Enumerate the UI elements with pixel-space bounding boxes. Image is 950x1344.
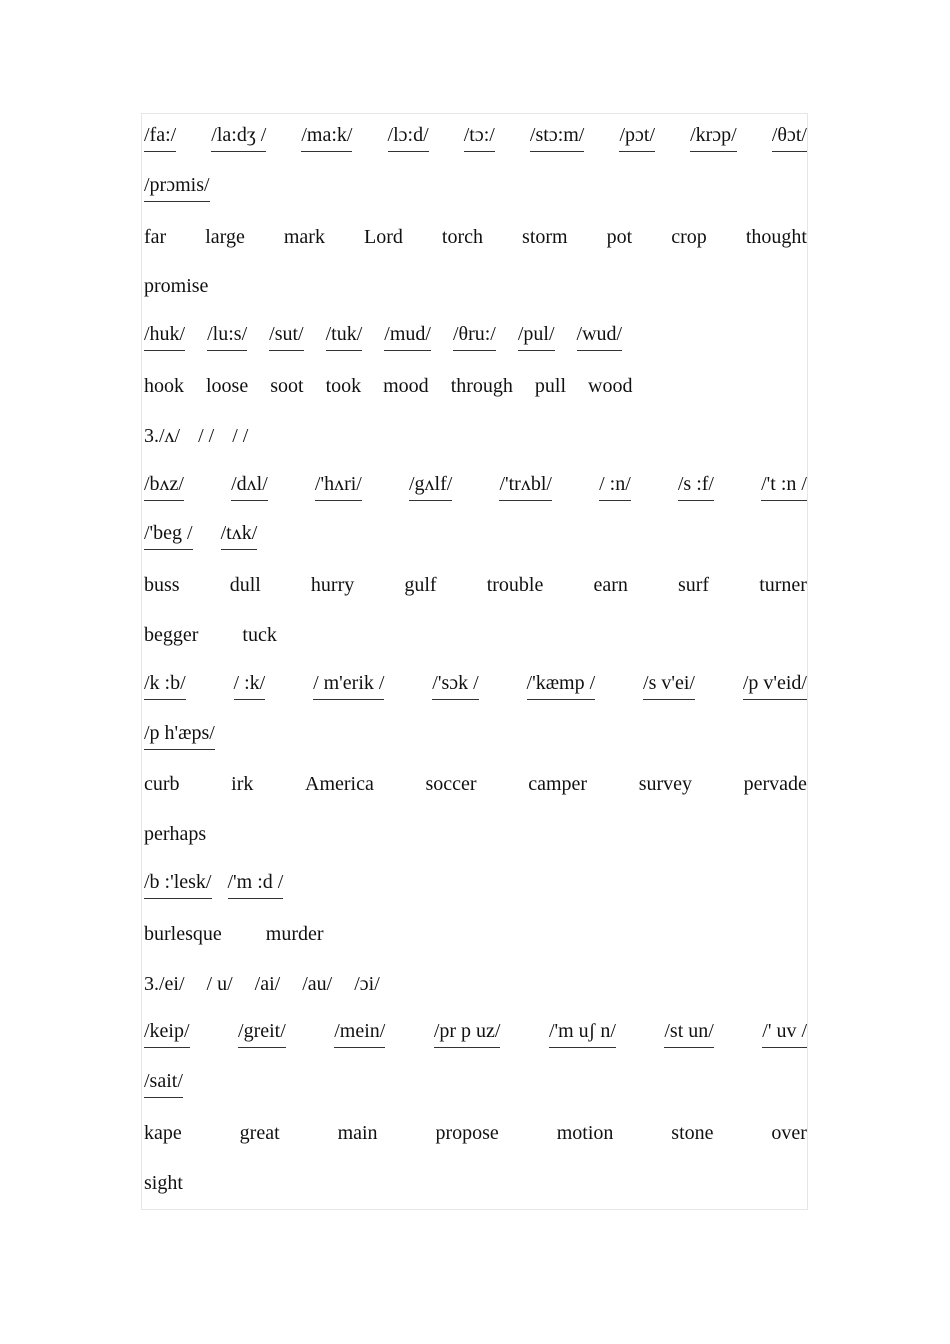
word: murder — [265, 922, 324, 945]
phonetic-transcription: /prɔmis/ — [144, 172, 210, 202]
phonetic-transcription: /sut/ — [269, 321, 303, 351]
word-line — [144, 1118, 807, 1148]
heading-line — [144, 969, 807, 999]
word: buss — [144, 574, 180, 597]
word: loose — [206, 375, 249, 397]
section-heading: / u/ — [206, 972, 233, 995]
word: soccer — [425, 773, 477, 796]
word: Lord — [364, 225, 403, 248]
word: large — [205, 225, 245, 248]
word: storm — [522, 225, 568, 248]
word: great — [239, 1122, 280, 1144]
word: irk — [231, 773, 254, 796]
phonetic-transcription: /'m uʃ n/ — [549, 1018, 616, 1048]
word: turner — [759, 574, 807, 597]
word: kape — [144, 1122, 182, 1144]
phonetic-transcription: / :n/ — [599, 471, 631, 501]
phonetic-transcription: /wud/ — [577, 321, 623, 351]
phonetic-transcription: /dʌl/ — [231, 471, 268, 501]
section-heading: /ai/ — [254, 972, 281, 995]
phonetic-transcription: /'t :n / — [761, 471, 807, 501]
phonetic-transcription: /θru:/ — [453, 321, 496, 351]
word: surf — [677, 574, 710, 597]
ipa-line — [144, 869, 807, 899]
phonetic-transcription: /p h'æps/ — [144, 720, 215, 750]
phonetic-transcription: /tʌk/ — [221, 520, 258, 550]
phonetic-transcription: /s :f/ — [678, 471, 714, 501]
word: propose — [435, 1122, 499, 1144]
phonetic-transcription: /lɔ:d/ — [388, 122, 429, 152]
ipa-line — [144, 172, 807, 202]
word: took — [325, 375, 362, 397]
phonetic-transcription: /θɔt/ — [772, 122, 807, 152]
phonetic-transcription: /'kæmp / — [527, 670, 596, 700]
phonetic-transcription: / :k/ — [234, 670, 266, 700]
word: motion — [556, 1122, 614, 1144]
word: crop — [671, 225, 707, 248]
word: pervade — [743, 773, 807, 796]
ipa-line — [144, 1068, 807, 1098]
phonetic-transcription: /tuk/ — [326, 321, 363, 351]
word: torch — [441, 225, 484, 248]
phonetic-transcription: /keip/ — [144, 1018, 190, 1048]
word: pot — [606, 225, 633, 248]
phonetic-transcription: /mein/ — [334, 1018, 385, 1048]
word-line — [144, 769, 807, 799]
phonetic-transcription: /st un/ — [664, 1018, 713, 1048]
phonetic-transcription: /mud/ — [384, 321, 431, 351]
word: mark — [283, 225, 325, 248]
phonetic-transcription: /greit/ — [238, 1018, 286, 1048]
phonetic-transcription: /'sɔk / — [432, 670, 478, 700]
phonetic-transcription: /gʌlf/ — [409, 471, 452, 501]
phonetic-transcription: /bʌz/ — [144, 471, 184, 501]
ipa-line — [144, 720, 807, 750]
section-heading: / / — [198, 424, 215, 447]
word: earn — [593, 574, 628, 597]
ipa-line — [144, 471, 807, 501]
word: over — [771, 1122, 807, 1144]
word: pull — [534, 375, 567, 397]
ipa-line — [144, 321, 807, 351]
phonetic-transcription: /'beg / — [144, 520, 193, 550]
word: dull — [229, 574, 261, 597]
ipa-line — [144, 122, 807, 152]
word: sight — [144, 1171, 183, 1194]
phonetic-transcription: /k :b/ — [144, 670, 186, 700]
phonetic-transcription: /sait/ — [144, 1068, 183, 1098]
section-heading: /ɔi/ — [354, 972, 380, 995]
phonetic-transcription: /krɔp/ — [690, 122, 737, 152]
phonetic-transcription: /'m :d / — [228, 869, 284, 899]
ipa-line — [144, 670, 807, 700]
phonetic-transcription: /pɔt/ — [619, 122, 655, 152]
heading-line — [144, 421, 807, 451]
word: curb — [144, 773, 180, 796]
word: soot — [270, 375, 304, 397]
phonetic-transcription: /huk/ — [144, 321, 185, 351]
word: far — [144, 225, 167, 248]
word: wood — [588, 375, 633, 397]
word-line — [144, 222, 807, 252]
phonetic-transcription: /la:dʒ / — [211, 122, 266, 152]
word: hook — [144, 375, 184, 397]
word: survey — [638, 773, 693, 796]
section-heading: 3./ei/ — [144, 972, 185, 995]
word: through — [450, 375, 513, 397]
word-line — [144, 371, 807, 401]
word: hurry — [310, 574, 355, 597]
word-line — [144, 819, 807, 849]
word-line — [144, 919, 807, 949]
word: America — [305, 773, 374, 796]
word-line — [144, 620, 807, 650]
word: tuck — [242, 624, 277, 646]
word: begger — [144, 624, 199, 646]
word-line — [144, 570, 807, 600]
phonetic-transcription: / m'erik / — [313, 670, 384, 700]
phonetic-transcription: /b :'lesk/ — [144, 869, 212, 899]
word-line — [144, 1168, 807, 1198]
word: camper — [528, 773, 588, 796]
section-heading: / / — [232, 424, 249, 447]
phonetic-transcription: /pr p uz/ — [434, 1018, 501, 1048]
ipa-line — [144, 520, 807, 550]
phonetic-transcription: /fa:/ — [144, 122, 176, 152]
phonetic-transcription: /' uv / — [762, 1018, 807, 1048]
word: main — [337, 1122, 378, 1144]
section-heading: /au/ — [302, 972, 333, 995]
phonetic-transcription: /'trʌbl/ — [499, 471, 552, 501]
phonetic-transcription: /tɔ:/ — [464, 122, 495, 152]
word: promise — [144, 275, 209, 298]
word: mood — [383, 375, 429, 397]
word: gulf — [404, 574, 437, 597]
section-heading: 3./ʌ/ — [144, 424, 181, 447]
phonetic-transcription: /p v'eid/ — [743, 670, 807, 700]
phonetic-transcription: /ma:k/ — [301, 122, 352, 152]
phonetic-transcription: /pul/ — [518, 321, 555, 351]
phonetic-transcription: /lu:s/ — [207, 321, 247, 351]
word: perhaps — [144, 823, 207, 846]
phonetic-transcription: /stɔ:m/ — [530, 122, 584, 152]
word-line — [144, 271, 807, 301]
word: thought — [745, 225, 807, 248]
word: stone — [671, 1122, 714, 1144]
word: burlesque — [144, 922, 222, 945]
phonetic-transcription: /'hʌri/ — [315, 471, 362, 501]
ipa-line — [144, 1018, 807, 1048]
word: trouble — [486, 574, 544, 597]
phonetic-transcription: /s v'ei/ — [643, 670, 695, 700]
